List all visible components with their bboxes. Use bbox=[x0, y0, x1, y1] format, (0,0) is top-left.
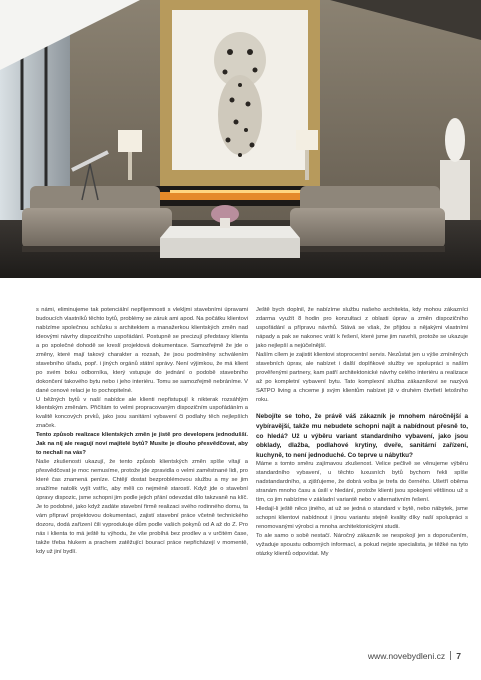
paragraph: Ještě bych doplnil, že nabízíme službu našeho architekta, kdy mohou zákazníci zdarma využít 8 hodin pro konzultaci z oblasti úprav a změn dispozičního uspořádání a přípravu návrhů. Stává se však, že přijdou s nějakými vlastními nápady a pak se nakonec vrátí k řešení, které jsme jim navrhli, protože se ukazuje jako nejlepší a nejúčelnější. bbox=[256, 307, 468, 349]
paragraph: Naším cílem je zajistit klientovi stoprocentní servis. Nezůstat jen u výše zmíněných stavebních úprav, ale nabízet i další doplňkové služby ve spolupráci s naším prověřenými partnery, kam patří architektonické návrhy celého interiéru a realizace až po kompletní vybavení bytu. Tato komplexní služba zákazníkovi se nazývá SATPO living a chceme ji svým klientům nabízet již v druhém čtvrtletí letošního roku. bbox=[256, 351, 468, 403]
living-room-illustration bbox=[0, 0, 481, 278]
paragraph: U běžných bytů v naší nabídce ale klienti nepřistupují k nikterak rozsáhlým klientským změnám. Přičítám to velmi propracovaným dispozičním uspořádáním a kvalitě koncových prvků, jako jsou sanitární vybavení či podlahy těch nejlepších značek. bbox=[36, 396, 248, 430]
lamp-left bbox=[118, 130, 142, 152]
footer-url[interactable]: www.novebydleni.cz bbox=[367, 651, 446, 661]
article-column-left bbox=[36, 306, 248, 557]
article-column-right bbox=[256, 306, 468, 559]
paragraph: To ale samo o sobě nestačí. Náročný zákazník se nespokojí jen s doporučením, vyžaduje spoustu odborných informací, a pokud nejste specialista, je těžké na tyto otázky klientů odpovídat. My bbox=[256, 533, 468, 557]
hero-photo-living-room bbox=[0, 0, 481, 278]
lamp-right bbox=[296, 130, 318, 150]
sculpture bbox=[445, 118, 465, 162]
paragraph: s námi, eliminujeme tak potenciální nepřijemnosti s vlekljmi stavebními úpravami budoucích vlastníků těchto bytů, problémy se záruk ami apod. Na počátku klientovi nabízíme společnou schůzku s architektem a manažerkou klientských změn nad ideovými návrhy dispozičního uspořádání. Postupně se precizují představy klienta a po společné dohodě se kreslí projektová dokumentace. Samozřejmě že jde o změny, které mají takový charakter a rozsah, že jsou podmíněny schválením stavebního úřadu, popř. i jiných orgánů státní správy. Není výjimkou, že má klient po svém boku odborníka, který vstupuje do jednání o podobě stavebního dokončení takového bytu nebo i jeho interiéru. Tomu se samozřejmě nebráníme. V dané cenové relaci je to pochopitelné. bbox=[36, 307, 248, 394]
page-footer bbox=[368, 651, 461, 661]
paragraph: Hledají-li ještě něco jiného, at už se jedná o standard v bytě, nebo nábytek, jsme schopni klientovi nabídnout i jinou variantu stejně kvality díky naší spolupráci s renomovanými výrobci a mnoha architektonickými studii. bbox=[256, 506, 468, 531]
interview-question: Nebojíte se toho, že právě váš zákazník je mnohem náročnější a vybíravější, takže mu nebudete schopni najít a nabídnout přesně to, co hledá? Už u výběru variant standardního vybavení, jako jsou obklady, dlažba, podlahové krytiny, dveře, sanitární zařízení, kuchyně, to není jednoduché. Co teprve u nábytku? bbox=[256, 413, 468, 459]
paragraph: Naše zkušenosti ukazují, že tento způsob klientských změn spíše vítají a přesvědčovat je moc nemusíme, protože jde zpravidla o velmi zaměstnané lidi, pro které čas znamená peníze. Chtějí dostat bezproblémovou službu a my se jim snažíme natolik vyjít vstříc, aby měli co nejméně starostí. Když jde o stavební úpravy dispozic, jsme schopni jim podle jejich přání odevzdat dílo takzvaně na klíč. Je to podobné, jako když zadáte stavební firmě realizaci svého rodinného domu, ta vám připraví projektovou dokumentaci, zajistí stavební práce včetně technického dozoru, dodá zařízení čili vyprodukuje dům podle vašich pokynů od A až do Z. Pro nás i klienta to má ještě tu výhodu, že vše probíhá bez prodlev a v určitém čase, takže třeba hlukem a prachem zatěžující bourací práce nepřicházejí v momentě, kdy už jiní bydlí. bbox=[36, 459, 248, 555]
footer-divider bbox=[450, 651, 451, 660]
paragraph: Máme s tomto směru zajímavou zkušenost. Velice pečlivě se věnujeme výběru standardního vybavení, u těchto luxusních bytů bychom řekli spíše nadstandardního, a zjišťujeme, že dobrá volba je trefa do černého. Ušetří oběma stranám mnoho času a úsilí v hledání, protože klienti jsou spokojeni většinou už s tím, co jim nabízíme v základní variantě nebo v alternativním řešení. bbox=[256, 461, 468, 504]
interview-question: Tento způsob realizace klientských změn je jistě pro developera jednodušší. Jak na níj ale reagují noví majitelé bytů? Musíte je dlouho přesvědčovat, aby to nechali na vás? bbox=[36, 432, 248, 457]
page-number: 7 bbox=[456, 651, 461, 661]
